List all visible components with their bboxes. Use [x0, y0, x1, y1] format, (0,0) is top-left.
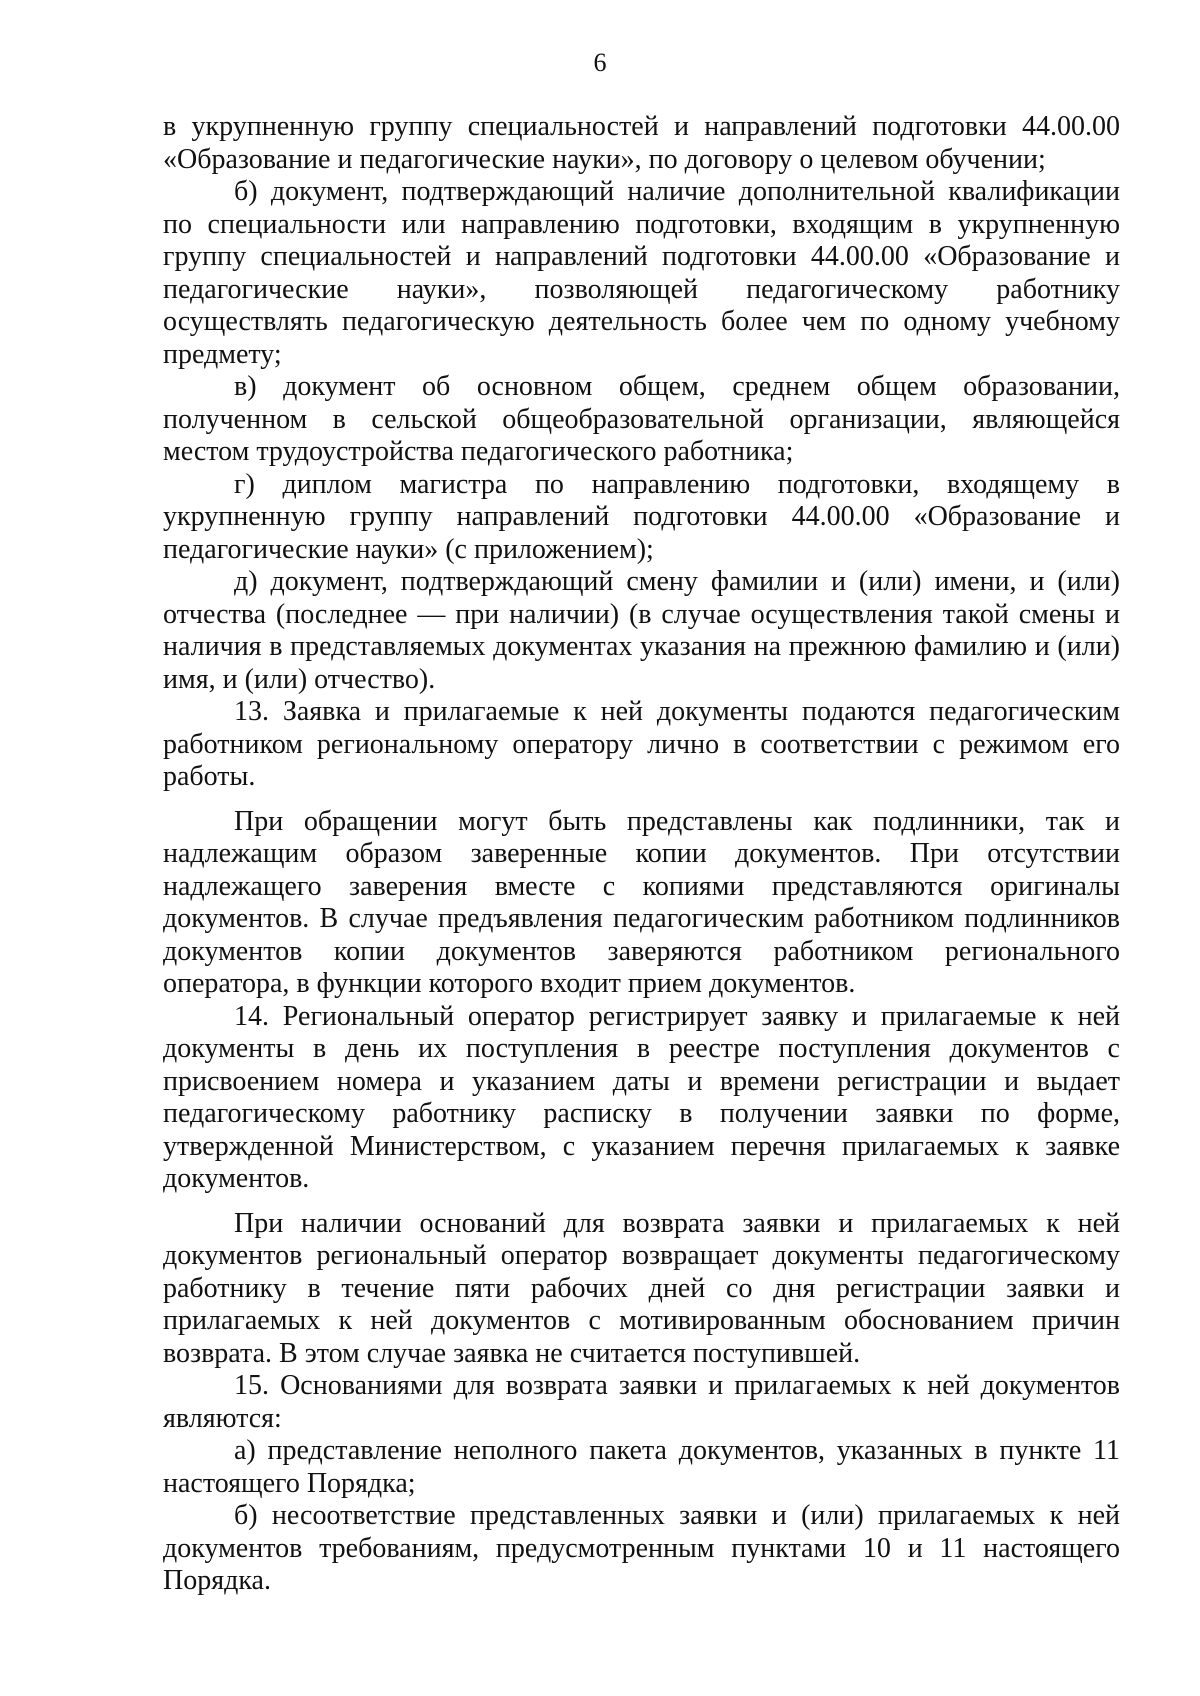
paragraph-item-v: в) документ об основном общем, среднем общем образовании, полученном в сельской общеобразовательной организации, являющейся местом трудоустройства педагогического работника;	[163, 371, 1120, 467]
document-body	[163, 111, 1120, 1598]
paragraph-clause-13: 13. Заявка и прилагаемые к ней документы подаются педагогическим работником региональному оператору лично в соответствии с режимом его работы.	[163, 696, 1120, 792]
paragraph-clause-14: 14. Региональный оператор регистрирует заявку и прилагаемые к ней документы в день их поступления в реестре поступления документов с присвоением номера и указанием даты и времени регистрации и выдает педагогическому работнику расписку в получении заявки по форме, утвержденной Министерством, с указанием перечня прилагаемых к заявке документов.	[163, 1000, 1120, 1194]
paragraph-item-b-mismatch: б) несоответствие представленных заявки и (или) прилагаемых к ней документов требованиям, предусмотренным пунктами 10 и 11 настоящего Порядка.	[163, 1500, 1120, 1596]
paragraph-item-d: д) документ, подтверждающий смену фамилии и (или) имени, и (или) отчества (последнее — при наличии) (в случае осуществления такой смены и наличия в представляемых документах указания на прежнюю фамилию и (или) имя, и (или) отчество).	[163, 566, 1120, 695]
page-number: 6	[593, 48, 607, 77]
paragraph-item-b: б) документ, подтверждающий наличие дополнительной квалификации по специальности или направлению подготовки, входящим в укрупненную группу специальностей и направлений подготовки 44.00.00 «Образование и педагогические науки», позволяющей педагогическому работнику осуществлять педагогическую деятельность более чем по одному учебному предмету;	[163, 176, 1120, 370]
paragraph-continuation: в укрупненную группу специальностей и направлений подготовки 44.00.00 «Образование и педагогические науки», по договору о целевом обучении;	[163, 111, 1120, 175]
paragraph-return-grounds: При наличии оснований для возврата заявки и прилагаемых к ней документов региональный оператор возвращает документы педагогическому работнику в течение пяти рабочих дней со дня регистрации заявки и прилагаемых к ней документов с мотивированным обоснованием причин возврата. В этом случае заявка не считается поступившей.	[163, 1207, 1120, 1369]
paragraph-item-a: а) представление неполного пакета документов, указанных в пункте 11 настоящего Порядка;	[163, 1435, 1120, 1499]
paragraph-clause-15: 15. Основаниями для возврата заявки и прилагаемых к ней документов являются:	[163, 1370, 1120, 1434]
paragraph-item-g: г) диплом магистра по направлению подготовки, входящему в укрупненную группу направлений подготовки 44.00.00 «Образование и педагогические науки» (с приложением);	[163, 468, 1120, 565]
paragraph-originals-and-copies: При обращении могут быть представлены как подлинники, так и надлежащим образом заверенные копии документов. При отсутствии надлежащего заверения вместе с копиями представляются оригиналы документов. В случае предъявления педагогическим работником подлинников документов копии документов заверяются работником регионального оператора, в функции которого входит прием документов.	[163, 805, 1120, 999]
